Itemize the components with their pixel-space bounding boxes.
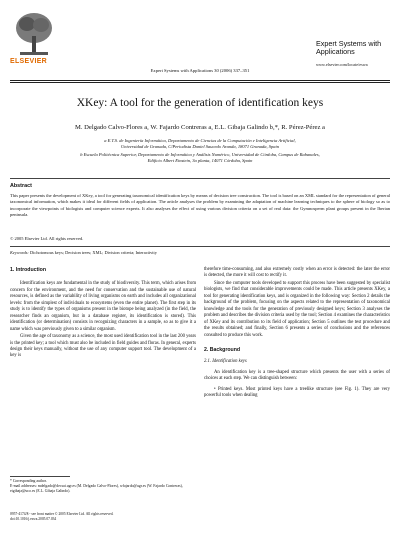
- affiliation-a: a E.T.S. de Ingeniería Informática, Departamento de Ciencias de la Computación e Inteligencia Artificial,: [104, 138, 296, 143]
- footnote-corresponding: * Corresponding author.: [10, 479, 47, 483]
- left-column: [10, 267, 196, 361]
- header-rule: [10, 80, 390, 81]
- abstract-copyright: © 2005 Elsevier Ltd. All rights reserved.: [10, 236, 84, 241]
- paper-title: XKey: A tool for the generation of identification keys: [76, 97, 324, 109]
- issn-doi: [10, 512, 196, 522]
- abstract-top-rule: [10, 178, 390, 179]
- issn-line: 0957-4174/$ - see front matter © 2005 Elsevier Ltd. All rights reserved.: [10, 512, 114, 516]
- keywords: [10, 250, 157, 255]
- footnote: [10, 479, 196, 494]
- section-heading-background: 2. Background: [204, 346, 241, 353]
- footnote-emails: E-mail addresses: mdelgado@decsai.ugr.es (M. Delgado Calvo-Flores), wfajardo@ugr.es (W. Fajardo Contreras), eigibaja@uco.es (E.L. Gibaja Galindo).: [10, 484, 183, 493]
- header-rule-thin: [10, 82, 390, 83]
- abstract-heading: Abstract: [10, 183, 32, 189]
- journal-url[interactable]: www.elsevier.com/locate/eswa: [316, 62, 368, 67]
- doi-line[interactable]: doi:10.1016/j.eswa.2005.07.034: [10, 517, 57, 521]
- paragraph: An identification key is a tree-shaped structure which presents the user with a series of choices at each step. We can distinguish between:: [204, 369, 390, 382]
- abstract-text: This paper presents the development of XKey, a tool for generating taxonomical identification keys by means of decision tree construction. The tool is based on an XML standard for the representation of general taxonomical information, which makes it ideal for different fields of application. The article analyses the problem by examining the adaptation of machine learning techniques to the sphere of biology so as to incorporate the viewpoints of biologists and computer science experts. It also analyses the effect of using various division criteria on a set of real data: the Gymnosperm plant groups present in the Iberian peninsula.: [10, 193, 390, 217]
- affiliation-b-address: Edificio Albert Einstein, 3a planta, 14071 Córdoba, Spain: [147, 158, 253, 163]
- journal-title: Expert Systems with Applications: [316, 39, 382, 56]
- paragraph: Since the computer tools developed to support this process have been suggested by specialist biologists, we find that considerable improvements could be made. This article presents XKey, a tool for generating identification keys, and is organized in the following way: Section 2 details the background of the problem, focusing on the aspects related to the representation of taxonomical knowledge and the tools for the generation of previously designed keys; Section 3 analyses the problem and describes the division criteria used by the tool; Section 4 examines the characteristics of XKey and its contribution to its field of application; Section 5 outlines the test procedure and the results obtained; and finally, Section 6 presents a series of conclusions and the references consulted to produce this work.: [204, 280, 390, 338]
- abstract-bottom-rule: [10, 246, 390, 247]
- list-item: • Printed keys. Most printed keys have a treelike structure (see Fig. 1). They are very powerful tools when dealing: [204, 386, 390, 399]
- paragraph: therefore time-consuming, and also extremely costly when an error is detected: the later the error is detected, the more it will cost to rectify it.: [204, 267, 390, 279]
- journal-citation: Expert Systems with Applications 30 (2006) 337–351: [150, 68, 250, 73]
- section-heading-introduction: 1. Introduction: [10, 267, 47, 273]
- author-list: M. Delgado Calvo-Flores a, W. Fajardo Contreras a, E.L. Gibaja Galindo b,*, R. Pérez-Pérez a: [75, 124, 325, 131]
- paragraph: Given the age of taxonomy as a science, the most used identification tool in the last 200 years is the printed key; a tool which must also be included in field guides and floras. In general, experts design their keys manually, without the use of any computer support tool. The development of a key is: [10, 334, 196, 359]
- keywords-label: Keywords:: [10, 250, 29, 255]
- elsevier-tree-logo: [12, 8, 56, 60]
- keywords-text: Dichotomous keys; Decision trees; XML; Division criteria; Interactivity: [29, 250, 157, 255]
- right-column: [204, 267, 390, 401]
- paragraph: Identification keys are fundamental in the study of biodiversity. This term, which arises from concern for the environment, and the need for conservation and the sustainable use of natural resources, is defined as the variability of living organisms on earth and includes all organizational levels: from the simplest of individuals to ecosystems (even the entire planet). The first step in its study is to identify the types of organisms present in the biotope being analyzed (in the field, the researcher finds an organism, but in a database register, its identification is stored). This identification (or determination) consists in recognizing characters in a sample, so as to give it a name which was previously given to a similar organism.: [10, 281, 196, 332]
- affiliation-b: b Escuela Politécnica Superior, Departamento de Informática y Análisis Numérico, Universidad de Córdoba, Campus de Rabanales,: [80, 152, 320, 157]
- footnote-rule: [10, 476, 70, 477]
- affiliation-a-address: Universidad de Granada, C/Periodista Daniel Saucedo Aranda, 18071 Granada, Spain: [121, 144, 279, 149]
- publisher-name: ELSEVIER: [10, 58, 48, 65]
- subsection-heading-identification-keys: 2.1. Identification keys: [204, 359, 247, 365]
